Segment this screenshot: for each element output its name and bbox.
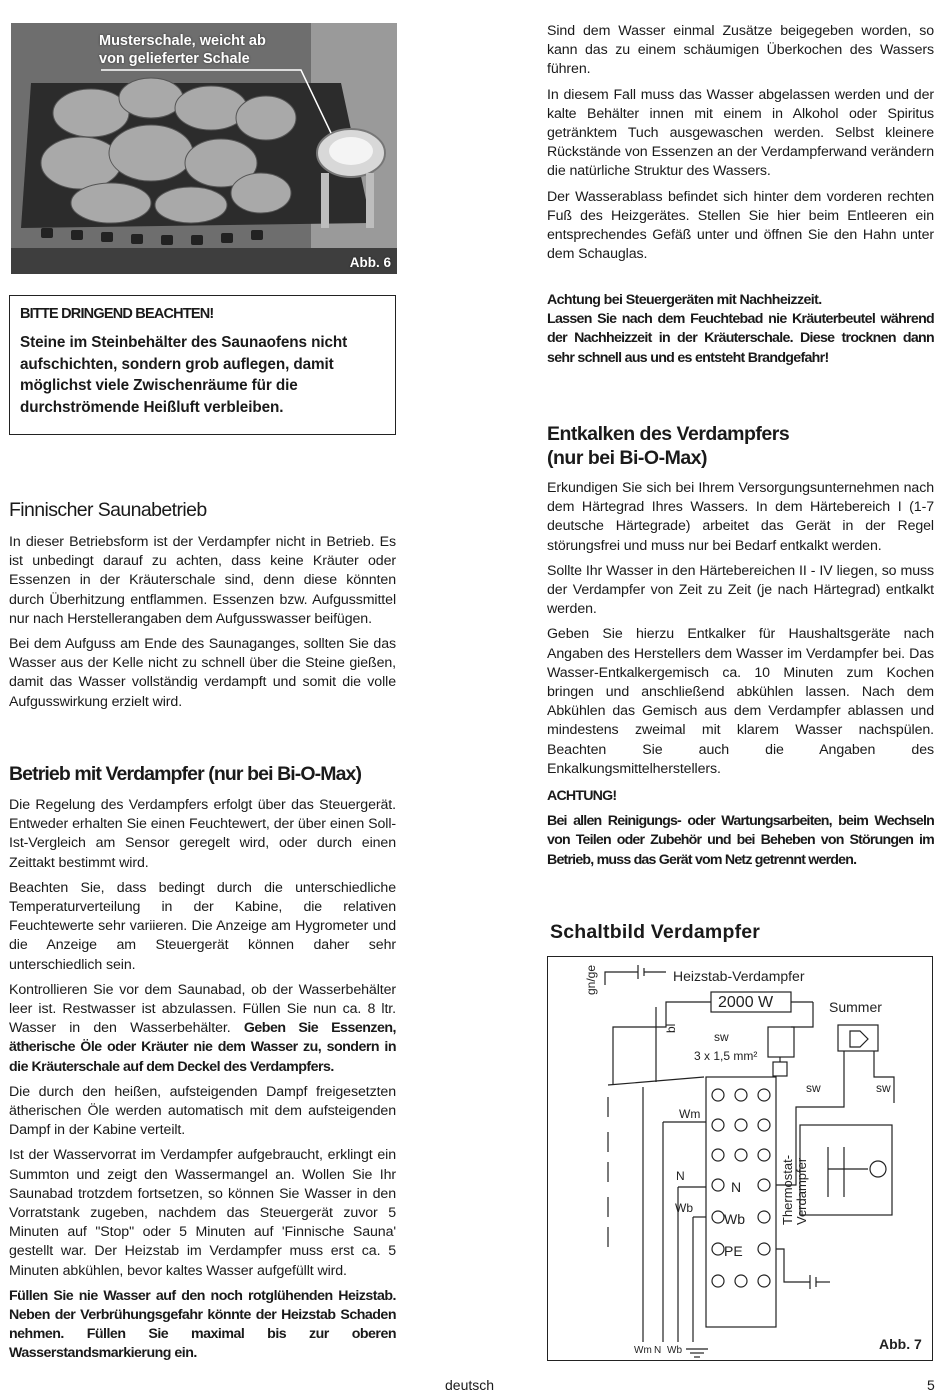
vaporizer-paragraph-3 bbox=[9, 981, 396, 1077]
wiring-diagram-drawing bbox=[548, 957, 934, 1362]
wm-label: Wm bbox=[679, 1107, 701, 1121]
additives-section bbox=[547, 22, 934, 270]
bottom-wb-label: Wb bbox=[667, 1345, 682, 1356]
bl-label: bl bbox=[664, 1023, 678, 1033]
diagram-title-text: Schaltbild Verdampfer bbox=[550, 921, 761, 943]
sw-label-3: sw bbox=[876, 1081, 891, 1095]
important-notice-box bbox=[9, 295, 396, 435]
vaporizer-section bbox=[9, 762, 396, 1370]
vaporizer-title: Betrieb mit Verdampfer (nur bei Bi-O-Max) bbox=[9, 763, 362, 785]
thermostat-label-2: Verdampfer bbox=[794, 1157, 809, 1225]
vaporizer-paragraph-3-plain: Kontrollieren Sie vor dem Saunabad, ob der Wasserbehälter leer ist. Restwasser ist abzulassen. Füllen Sie nun ca. 8 ltr. Wasser in den Wasserbehälter. bbox=[9, 981, 396, 1037]
n-terminal-label: N bbox=[731, 1179, 742, 1195]
descale-paragraph-1: Erkundigen Sie sich bei Ihrem Versorgungsunternehmen nach dem Härtegrad Ihres Wassers. In dem Härtebereich I (1-7 deutsche Härtegrade) arbeitet das Gerät in der Regel störungsfrei und muss nur bei Bedarf entkalkt werden. bbox=[547, 480, 934, 554]
descale-section bbox=[547, 422, 934, 785]
descale-paragraph-3: Geben Sie hierzu Entkalker für Haushaltsgeräte nach Angaben des Herstellers dem Wasser im Verdampfer bei. Das Wasser-Entkalkergemisch ca. 10 Minuten zum Kochen bringen und anschließend abkühlen lassen. Nach dem Abkühlen das Gemisch aus dem Verdampfer ablassen und mindestens zweimal mit klarem Wasser nachspülen. Beachten Sie auch die Angaben des Enkalkungsmittelherstellers. bbox=[547, 626, 934, 777]
additives-paragraph-1: Sind dem Wasser einmal Zusätze beigegeben worden, so kann das zu einem schäumigen Überkochen des Wassers führen. bbox=[547, 23, 934, 78]
descale-title-line2: (nur bei Bi-O-Max) bbox=[547, 447, 707, 469]
pe-terminal-label: PE bbox=[724, 1243, 743, 1259]
vaporizer-paragraph-5: Ist der Wasservorrat im Verdampfer aufgebraucht, erklingt ein Summton und zeigt den Wassermangel an. Wollen Sie Ihr Saunabad trotzdem fortsetzen, so können Sie Wasser in den Vorratstank zugeben, nachdem das Steuergerät zuvor 5 Minuten auf "Stop" oder 5 Minuten auf 'Finnische Sauna' gestellt war. Der Heizstab im Verdampfer muss erst ca. 5 Minuten abkühlen, bevor kaltes Wasser aufgefüllt wird. bbox=[9, 1147, 396, 1279]
descale-title-line1: Entkalken des Verdampfers bbox=[547, 423, 790, 445]
vaporizer-paragraph-6: Füllen Sie nie Wasser auf den noch rotglühenden Heizstab. Neben der Verbrühungsgefahr könnte der Heizstab Schaden nehmen. Füllen Sie maximal bis zur oberen Wasserstandsmarkierung ein. bbox=[9, 1287, 396, 1362]
additives-paragraph-3: Der Wasserablass befindet sich hinter dem vorderen rechten Fuß des Heizgerätes. Stellen Sie hier beim Entleeren ein entsprechendes Gefäß unter und öffnen Sie den Hahn unter dem Schauglas. bbox=[547, 188, 934, 263]
photo-caption-line2: von gelieferter Schale bbox=[99, 51, 250, 67]
footer-language: deutsch bbox=[445, 1377, 495, 1392]
page-number: 5 bbox=[927, 1377, 935, 1392]
wiring-diagram bbox=[547, 956, 933, 1361]
bottom-n-label: N bbox=[654, 1345, 662, 1356]
notice-text: Steine im Steinbehälter des Saunaofens nicht aufschichten, sondern grob auflegen, damit möglichst viele Zwischenräume für die durchströmende Heißluft verbleiben. bbox=[20, 334, 348, 416]
attention-heading: ACHTUNG! bbox=[547, 788, 617, 804]
gn-ge-label: gn/ge bbox=[584, 964, 598, 995]
sauna-stones-photo bbox=[11, 23, 397, 274]
finnish-paragraph-1: In dieser Betriebsform ist der Verdampfer nicht in Betrieb. Es ist unbedingt darauf zu achten, dass keine Kräuter oder Essenzen in der Kräuterschale sind, denn diese könnten durch Überhitzung entflammen. Essenzen bzw. Aufgussmittel nur nach Herstellerangaben dem Aufgusswasser beifügen. bbox=[9, 534, 396, 627]
vaporizer-paragraph-4: Die durch den heißen, aufsteigenden Dampf freigesetzten ätherischen Öle werden automatisch mit dem aufsteigenden Dampf in der Kabine verteilt. bbox=[9, 1083, 396, 1139]
control-warning bbox=[547, 291, 934, 374]
wb-left-label: Wb bbox=[675, 1201, 693, 1215]
buzzer-label: Summer bbox=[829, 999, 882, 1015]
sw-label-1: sw bbox=[714, 1030, 729, 1044]
wb-terminal-label: Wb bbox=[724, 1211, 745, 1227]
n-left-label: N bbox=[676, 1169, 685, 1183]
heater-power: 2000 W bbox=[718, 994, 774, 1011]
finnish-title: Finnischer Saunabetrieb bbox=[9, 499, 207, 521]
cable-label: 3 x 1,5 mm² bbox=[694, 1049, 758, 1063]
heater-label: Heizstab-Verdampfer bbox=[673, 968, 805, 984]
photo-caption-line1: Musterschale, weicht ab bbox=[99, 33, 266, 49]
diagram-figure-label: Abb. 7 bbox=[879, 1336, 922, 1352]
photo-caption bbox=[99, 32, 266, 68]
attention-text: Bei allen Reinigungs- oder Wartungsarbeiten, beim Wechseln von Teilen oder Zubehör und bei Beheben von Störungen im Betrieb, muss das Gerät vom Netz getrennt werden. bbox=[547, 813, 934, 868]
descale-paragraph-2: Sollte Ihr Wasser in den Härtebereichen II - IV liegen, so muss der Verdampfer von Zeit zu Zeit (je nach Härtegrad) entkalkt werden. bbox=[547, 562, 934, 618]
vaporizer-paragraph-2: Beachten Sie, dass bedingt durch die unterschiedliche Temperaturverteilung in der Kabine, die relativen Feuchtewerte sehr variieren. Die Anzeige am Hygrometer und die Anzeige am Steuergerät können daher sehr unterschiedlich sein. bbox=[9, 879, 396, 973]
vaporizer-paragraph-1: Die Regelung des Verdampfers erfolgt über das Steuergerät. Entweder erhalten Sie einen Feuchtewert, der über einen Soll-Ist-Vergleich am Sensor geregelt wird, oder durch einen Zeittakt bestimmt wird. bbox=[9, 797, 396, 871]
sw-label-2: sw bbox=[806, 1081, 821, 1095]
photo-figure-label: Abb. 6 bbox=[349, 255, 391, 270]
finnish-section bbox=[9, 498, 396, 718]
control-warning-heading: Achtung bei Steuergeräten mit Nachheizzeit. bbox=[547, 292, 822, 308]
attention-section bbox=[547, 787, 934, 876]
additives-paragraph-2: In diesem Fall muss das Wasser abgelassen werden und der kalte Behälter innen mit einem in Alkohol oder Spiritus getränktem Tuch ausgewaschen werden. Selbst kleinere Rückstände von Essenzen an der Verdampferwand verändern die natürliche Struktur des Wassers. bbox=[547, 86, 934, 180]
thermostat-label: Thermostat- bbox=[780, 1154, 795, 1225]
vaporizer-paragraph-3-bold: Geben Sie Essenzen, ätherische Öle oder Kräuter nie dem Wasser zu, sondern in die Kräuterschale auf dem Deckel des Verdampfers. bbox=[9, 1020, 396, 1075]
bottom-wm-label: Wm bbox=[634, 1345, 652, 1356]
control-warning-text: Lassen Sie nach dem Feuchtebad nie Kräuterbeutel während der Nachheizzeit in der Kräuterschale. Diese trocknen dann sehr schnell aus und es entsteht Brandgefahr! bbox=[547, 311, 934, 366]
notice-heading: BITTE DRINGEND BEACHTEN! bbox=[20, 306, 214, 322]
diagram-title bbox=[550, 921, 760, 944]
finnish-paragraph-2: Bei dem Aufguss am Ende des Saunaganges, sollten Sie das Wasser aus der Kelle nicht zu schnell über die Steine gießen, damit das Wasser vollständig verdampft und somit die volle Aufgusswirkung erzielt wird. bbox=[9, 636, 396, 710]
